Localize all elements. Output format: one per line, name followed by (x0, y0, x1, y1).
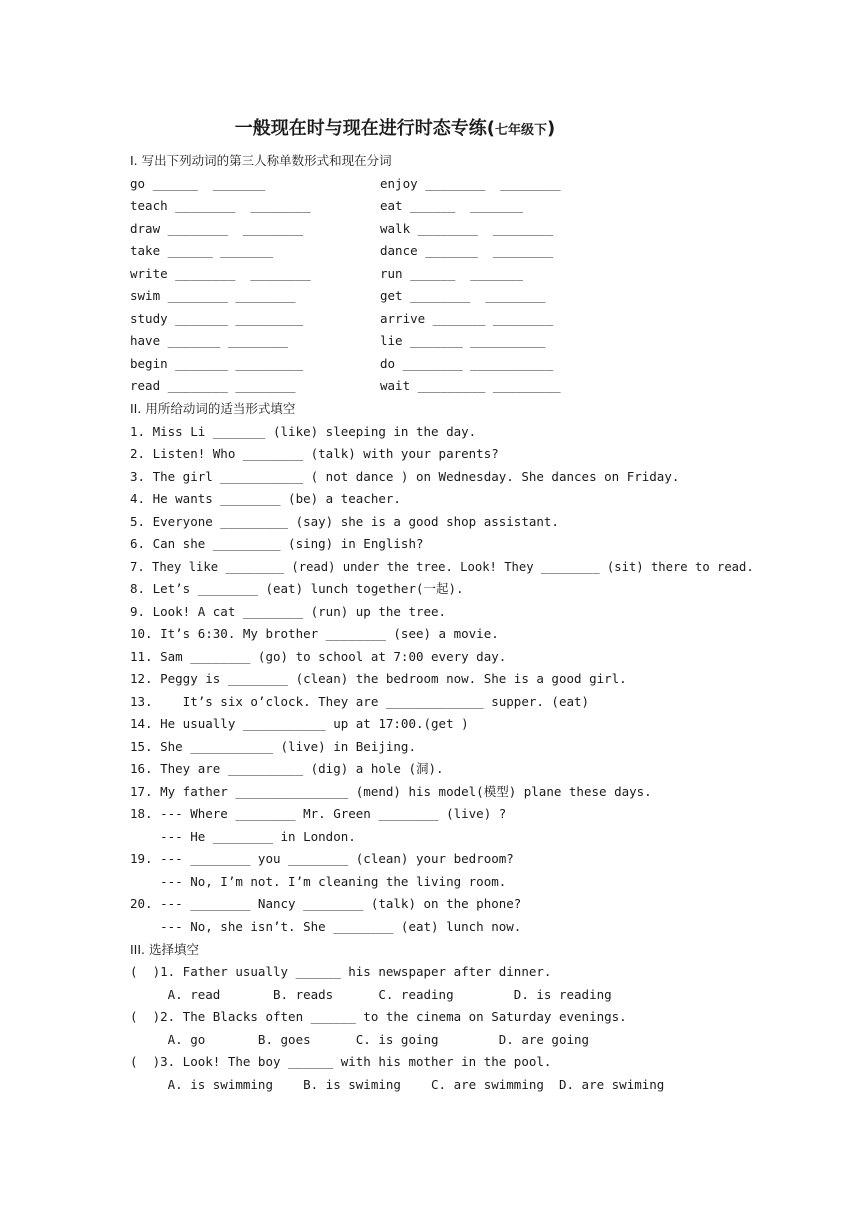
exercise-item: 12. Peggy is ________ (clean) the bedroom now. She is a good girl. (130, 671, 627, 686)
section3-heading: III. 选择填空 (130, 942, 200, 957)
exercise-item: 11. Sam ________ (go) to school at 7:00 every day. (130, 649, 507, 664)
exercise-item: 13. It’s six o’clock. They are _____________ supper. (eat) (130, 694, 590, 709)
verb-item-right: run ______ _______ (380, 266, 523, 281)
verb-item-right: get ________ ________ (380, 288, 546, 303)
choice-options: A. is swimming B. is swiming C. are swimming D. are swiming (130, 1077, 665, 1092)
choice-options: A. read B. reads C. reading D. is reading (130, 987, 612, 1002)
verb-item-left: swim ________ ________ (130, 288, 296, 303)
section1-heading: I. 写出下列动词的第三人称单数形式和现在分词 (130, 153, 392, 168)
exercise-item: 15. She ___________ (live) in Beijing. (130, 739, 416, 754)
exercise-item: 5. Everyone _________ (say) she is a good shop assistant. (130, 514, 559, 529)
title-main: 一般现在时与现在进行时态专练( (234, 118, 495, 139)
title-grade: 七年级下 (494, 123, 547, 138)
exercise-item: 3. The girl ___________ ( not dance ) on Wednesday. She dances on Friday. (130, 469, 680, 484)
exercise-item: 19. --- ________ you ________ (clean) your bedroom? (130, 851, 514, 866)
exercise-item: 16. They are __________ (dig) a hole (洞). (130, 761, 444, 776)
verb-item-right: wait _________ _________ (380, 378, 561, 393)
verb-item-left: go ______ _______ (130, 176, 266, 191)
section2-heading: II. 用所给动词的适当形式填空 (130, 401, 296, 416)
verb-item-left: have _______ ________ (130, 333, 289, 348)
exercise-item: 9. Look! A cat ________ (run) up the tree. (130, 604, 447, 619)
choice-question: ( )1. Father usually ______ his newspaper after dinner. (130, 964, 552, 979)
verb-item-right: walk ________ ________ (380, 221, 554, 236)
page-title (0, 114, 790, 140)
exercise-item: 14. He usually ___________ up at 17:00.(get ) (130, 716, 469, 731)
verb-item-left: read ________ ________ (130, 378, 296, 393)
verb-item-left: write ________ ________ (130, 266, 311, 281)
verb-item-left: teach ________ ________ (130, 198, 311, 213)
choice-question: ( )3. Look! The boy ______ with his mother in the pool. (130, 1054, 552, 1069)
verb-item-right: do ________ ___________ (380, 356, 554, 371)
verb-item-left: study _______ _________ (130, 311, 304, 326)
verb-item-left: begin _______ _________ (130, 356, 304, 371)
exercise-item: 2. Listen! Who ________ (talk) with your parents? (130, 446, 499, 461)
title-close: ) (547, 118, 556, 139)
verb-item-right: eat ______ _______ (380, 198, 523, 213)
exercise-item: 1. Miss Li _______ (like) sleeping in the day. (130, 424, 477, 439)
exercise-item: 7. They like ________ (read) under the tree. Look! They ________ (sit) there to read. (130, 560, 754, 574)
choice-question: ( )2. The Blacks often ______ to the cinema on Saturday evenings. (130, 1009, 627, 1024)
verb-item-right: enjoy ________ ________ (380, 176, 561, 191)
exercise-item: 20. --- ________ Nancy ________ (talk) on the phone? (130, 896, 522, 911)
verb-item-right: arrive _______ ________ (380, 311, 554, 326)
choice-options: A. go B. goes C. is going D. are going (130, 1032, 590, 1047)
exercise-item: --- No, I’m not. I’m cleaning the living room. (130, 874, 507, 889)
exercise-item: 17. My father _______________ (mend) his model(模型) plane these days. (130, 784, 652, 799)
exercise-item: 6. Can she _________ (sing) in English? (130, 536, 424, 551)
exercise-item: 8. Let’s ________ (eat) lunch together(一起). (130, 581, 464, 596)
verb-item-left: draw ________ ________ (130, 221, 304, 236)
verb-item-right: lie _______ __________ (380, 333, 546, 348)
exercise-item: 18. --- Where ________ Mr. Green ________ (live) ? (130, 806, 507, 821)
exercise-item: --- He ________ in London. (130, 829, 356, 844)
verb-item-left: take ______ _______ (130, 243, 273, 258)
exercise-item: --- No, she isn’t. She ________ (eat) lunch now. (130, 919, 522, 934)
exercise-item: 4. He wants ________ (be) a teacher. (130, 491, 401, 506)
exercise-item: 10. It’s 6:30. My brother ________ (see) a movie. (130, 626, 499, 641)
verb-item-right: dance _______ ________ (380, 243, 554, 258)
